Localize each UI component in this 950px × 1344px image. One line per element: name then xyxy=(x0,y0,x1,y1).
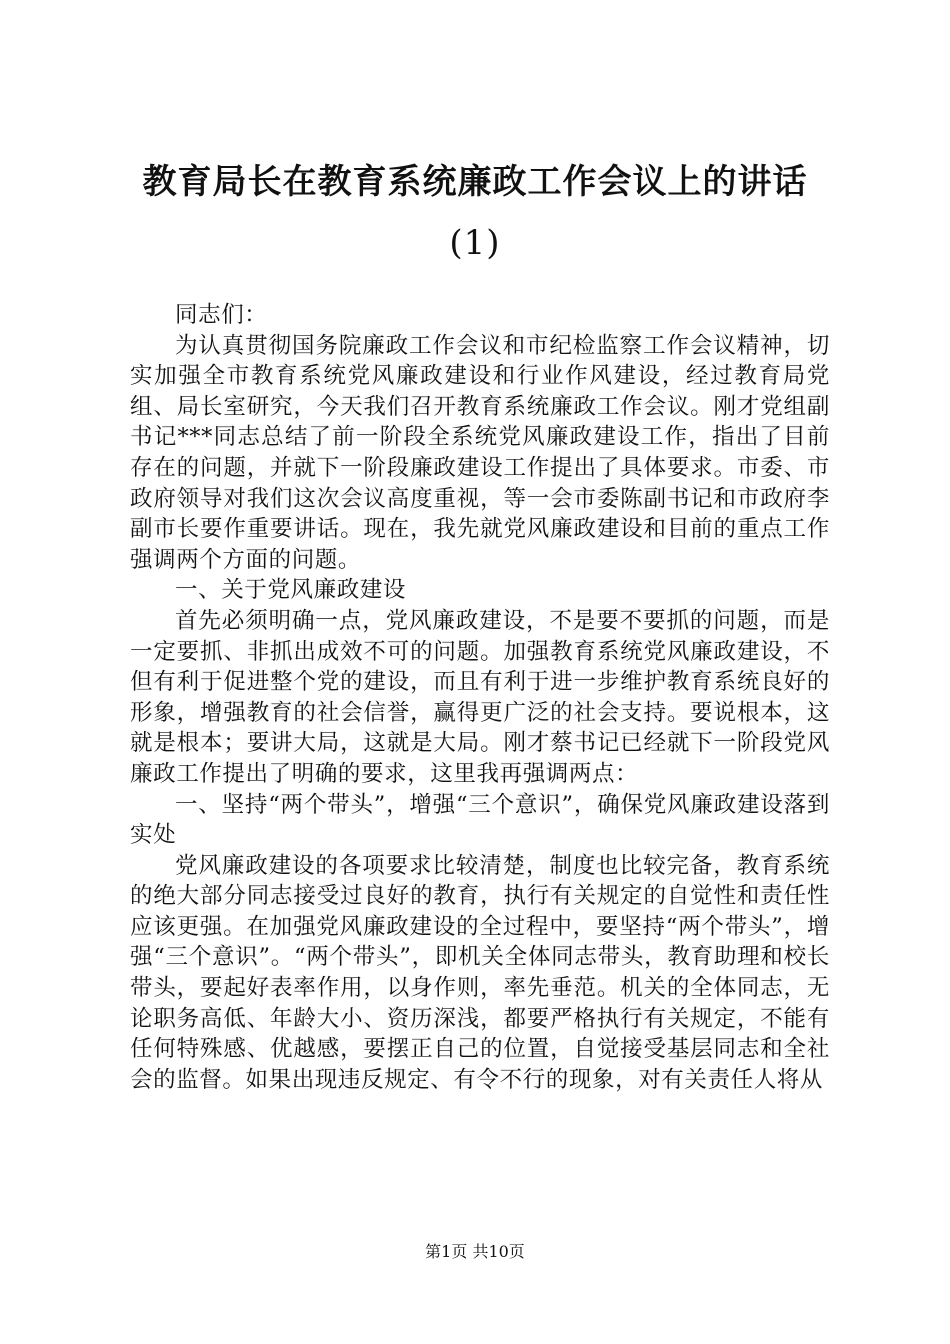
page-footer: 第1页 共10页 xyxy=(425,1242,525,1261)
document-title: 教育局长在教育系统廉政工作会议上的讲话 xyxy=(142,162,808,202)
section-heading: 一、关于党风廉政建设 xyxy=(175,577,407,604)
body-paragraph: 党风廉政建设的各项要求比较清楚，制度也比较完备，教育系统的绝大部分同志接受过良好的教育，执行有关规定的自觉性和责任性应该更强。在加强党风廉政建设的全过程中，要坚持“两个带头”，增强“三个意识”。“两个带头”，即机关全体同志带头，教育助理和校长带头，要起好表率作用，以身作则，率先垂范。机关的全体同志，无论职务高低、年龄大小、资历深浅，都要严格执行有关规定，不能有任何特殊感、优越感，要摆正自己的位置，自觉接受基层同志和全社会的监督。如果出现违反规定、有令不行的现象，对有关责任人将从 xyxy=(130,852,830,1093)
salutation: 同志们： xyxy=(175,302,268,328)
body-paragraph: 为认真贯彻国务院廉政工作会议和市纪检监察工作会议精神，切实加强全市教育系统党风廉政建设和行业作风建设，经过教育局党组、局长室研究，今天我们召开教育系统廉政工作会议。刚才党组副书记***同志总结了前一阶段全系统党风廉政建设工作，指出了目前存在的问题，并就下一阶段廉政建设工作提出了具体要求。市委、市政府领导对我们这次会议高度重视，等一会市委陈副书记和市政府李副市长要作重要讲话。现在，我先就党风廉政建设和目前的重点工作强调两个方面的问题。 xyxy=(130,332,830,573)
subsection-heading: 一、坚持“两个带头”，增强“三个意识”，确保党风廉政建设落到实处 xyxy=(130,791,830,849)
body-paragraph: 首先必须明确一点，党风廉政建设，不是要不要抓的问题，而是一定要抓、非抓出成效不可的问题。加强教育系统党风廉政建设，不但有利于促进整个党的建设，而且有利于进一步维护教育系统良好的形象，增强教育的社会信誉，赢得更广泛的社会支持。要说根本，这就是根本；要讲大局，这就是大局。刚才蔡书记已经就下一阶段党风廉政工作提出了明确的要求，这里我再强调两点： xyxy=(130,607,830,787)
document-title-suffix: (1) xyxy=(449,223,501,263)
document-body xyxy=(130,300,830,1095)
